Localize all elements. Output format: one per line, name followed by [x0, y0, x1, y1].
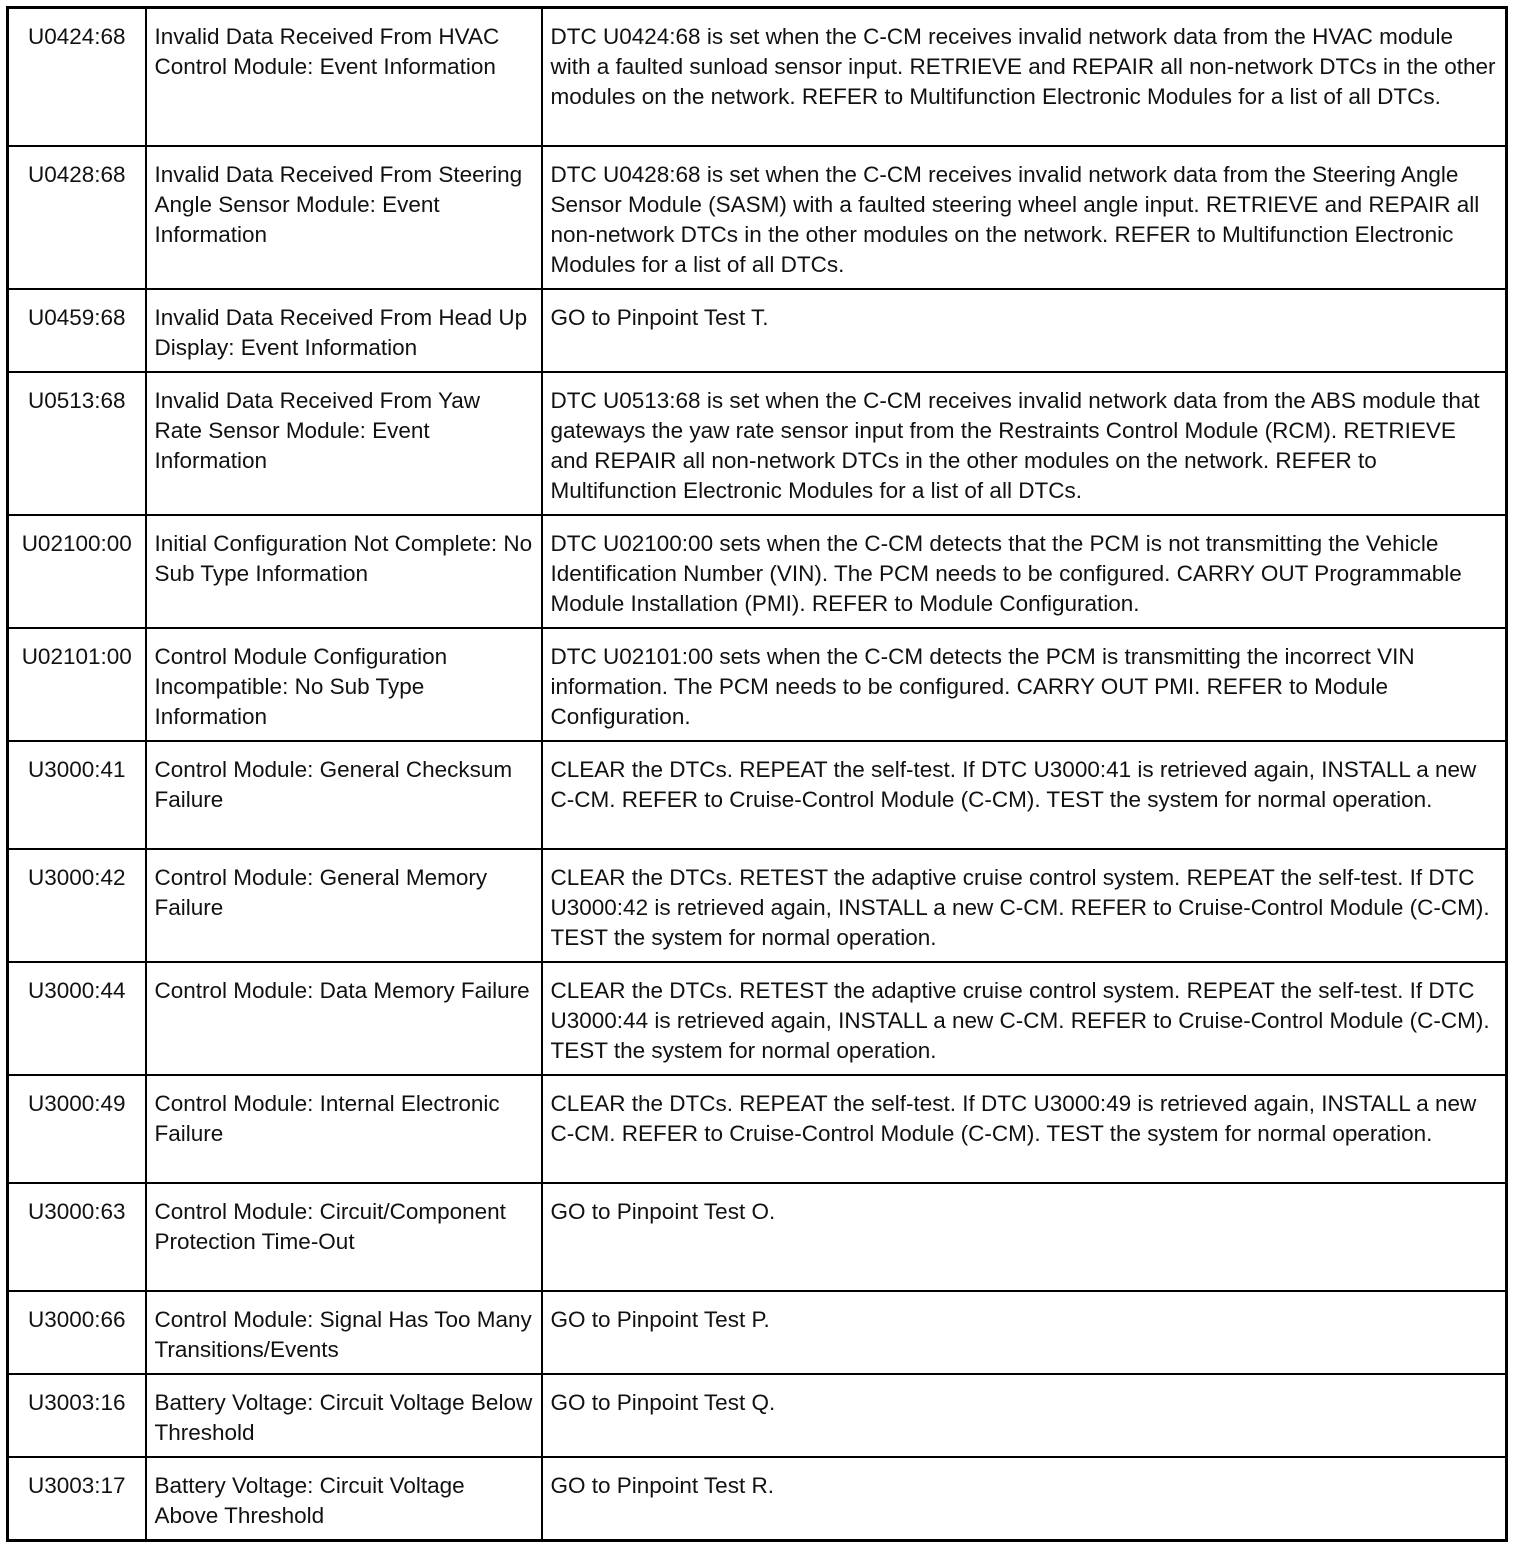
dtc-action-cell: DTC U0513:68 is set when the C-CM receives invalid network data from the ABS module that gateways the yaw rate sensor input from the Restraints Control Module (RCM). RETRIEVE and REPAIR all non-network DTCs in the other modules on the network. REFER to Multifunction Electronic Modules for a list of all DTCs.	[542, 372, 1507, 515]
dtc-description-cell: Control Module: General Memory Failure	[146, 849, 542, 962]
dtc-description-cell: Control Module: Data Memory Failure	[146, 962, 542, 1075]
dtc-code-cell: U02101:00	[8, 628, 146, 741]
dtc-table	[6, 6, 1508, 1542]
table-row	[8, 372, 1507, 515]
table-row	[8, 1374, 1507, 1457]
dtc-description-cell: Battery Voltage: Circuit Voltage Below Threshold	[146, 1374, 542, 1457]
dtc-table-body	[8, 8, 1507, 1541]
table-row	[8, 849, 1507, 962]
dtc-description-cell: Battery Voltage: Circuit Voltage Above Threshold	[146, 1457, 542, 1541]
dtc-action-cell: DTC U0424:68 is set when the C-CM receives invalid network data from the HVAC module with a faulted sunload sensor input. RETRIEVE and REPAIR all non-network DTCs in the other modules on the network. REFER to Multifunction Electronic Modules for a list of all DTCs.	[542, 8, 1507, 146]
dtc-code-cell: U3000:41	[8, 741, 146, 849]
table-row	[8, 741, 1507, 849]
dtc-code-cell: U3000:63	[8, 1183, 146, 1291]
dtc-action-cell: DTC U0428:68 is set when the C-CM receives invalid network data from the Steering Angle Sensor Module (SASM) with a faulted steering wheel angle input. RETRIEVE and REPAIR all non-network DTCs in the other modules on the network. REFER to Multifunction Electronic Modules for a list of all DTCs.	[542, 146, 1507, 289]
dtc-code-cell: U0459:68	[8, 289, 146, 372]
dtc-action-cell: CLEAR the DTCs. RETEST the adaptive cruise control system. REPEAT the self-test. If DTC U3000:42 is retrieved again, INSTALL a new C-CM. REFER to Cruise-Control Module (C-CM). TEST the system for normal operation.	[542, 849, 1507, 962]
dtc-code-cell: U3000:44	[8, 962, 146, 1075]
dtc-description-cell: Control Module: General Checksum Failure	[146, 741, 542, 849]
dtc-action-cell: GO to Pinpoint Test Q.	[542, 1374, 1507, 1457]
dtc-description-cell: Control Module: Internal Electronic Failure	[146, 1075, 542, 1183]
dtc-action-cell: GO to Pinpoint Test R.	[542, 1457, 1507, 1541]
table-row	[8, 1291, 1507, 1374]
table-row	[8, 1183, 1507, 1291]
dtc-description-cell: Invalid Data Received From Head Up Display: Event Information	[146, 289, 542, 372]
dtc-action-cell: GO to Pinpoint Test P.	[542, 1291, 1507, 1374]
dtc-code-cell: U0513:68	[8, 372, 146, 515]
dtc-action-cell: CLEAR the DTCs. RETEST the adaptive cruise control system. REPEAT the self-test. If DTC U3000:44 is retrieved again, INSTALL a new C-CM. REFER to Cruise-Control Module (C-CM). TEST the system for normal operation.	[542, 962, 1507, 1075]
dtc-code-cell: U0428:68	[8, 146, 146, 289]
dtc-action-cell: GO to Pinpoint Test T.	[542, 289, 1507, 372]
dtc-code-cell: U3000:66	[8, 1291, 146, 1374]
dtc-code-cell: U0424:68	[8, 8, 146, 146]
table-row	[8, 8, 1507, 146]
table-row	[8, 146, 1507, 289]
table-row	[8, 962, 1507, 1075]
dtc-description-cell: Invalid Data Received From Yaw Rate Sensor Module: Event Information	[146, 372, 542, 515]
table-row	[8, 515, 1507, 628]
dtc-description-cell: Invalid Data Received From HVAC Control Module: Event Information	[146, 8, 542, 146]
dtc-action-cell: DTC U02101:00 sets when the C-CM detects the PCM is transmitting the incorrect VIN information. The PCM needs to be configured. CARRY OUT PMI. REFER to Module Configuration.	[542, 628, 1507, 741]
dtc-code-cell: U3003:17	[8, 1457, 146, 1541]
dtc-action-cell: DTC U02100:00 sets when the C-CM detects that the PCM is not transmitting the Vehicle Identification Number (VIN). The PCM needs to be configured. CARRY OUT Programmable Module Installation (PMI). REFER to Module Configuration.	[542, 515, 1507, 628]
dtc-description-cell: Initial Configuration Not Complete: No Sub Type Information	[146, 515, 542, 628]
dtc-description-cell: Invalid Data Received From Steering Angle Sensor Module: Event Information	[146, 146, 542, 289]
dtc-description-cell: Control Module Configuration Incompatible: No Sub Type Information	[146, 628, 542, 741]
dtc-code-cell: U02100:00	[8, 515, 146, 628]
table-row	[8, 1075, 1507, 1183]
dtc-description-cell: Control Module: Signal Has Too Many Transitions/Events	[146, 1291, 542, 1374]
dtc-action-cell: GO to Pinpoint Test O.	[542, 1183, 1507, 1291]
dtc-action-cell: CLEAR the DTCs. REPEAT the self-test. If DTC U3000:41 is retrieved again, INSTALL a new C-CM. REFER to Cruise-Control Module (C-CM). TEST the system for normal operation.	[542, 741, 1507, 849]
table-row	[8, 628, 1507, 741]
dtc-action-cell: CLEAR the DTCs. REPEAT the self-test. If DTC U3000:49 is retrieved again, INSTALL a new C-CM. REFER to Cruise-Control Module (C-CM). TEST the system for normal operation.	[542, 1075, 1507, 1183]
table-row	[8, 1457, 1507, 1541]
dtc-code-cell: U3003:16	[8, 1374, 146, 1457]
dtc-code-cell: U3000:49	[8, 1075, 146, 1183]
dtc-code-cell: U3000:42	[8, 849, 146, 962]
table-row	[8, 289, 1507, 372]
dtc-description-cell: Control Module: Circuit/Component Protection Time-Out	[146, 1183, 542, 1291]
